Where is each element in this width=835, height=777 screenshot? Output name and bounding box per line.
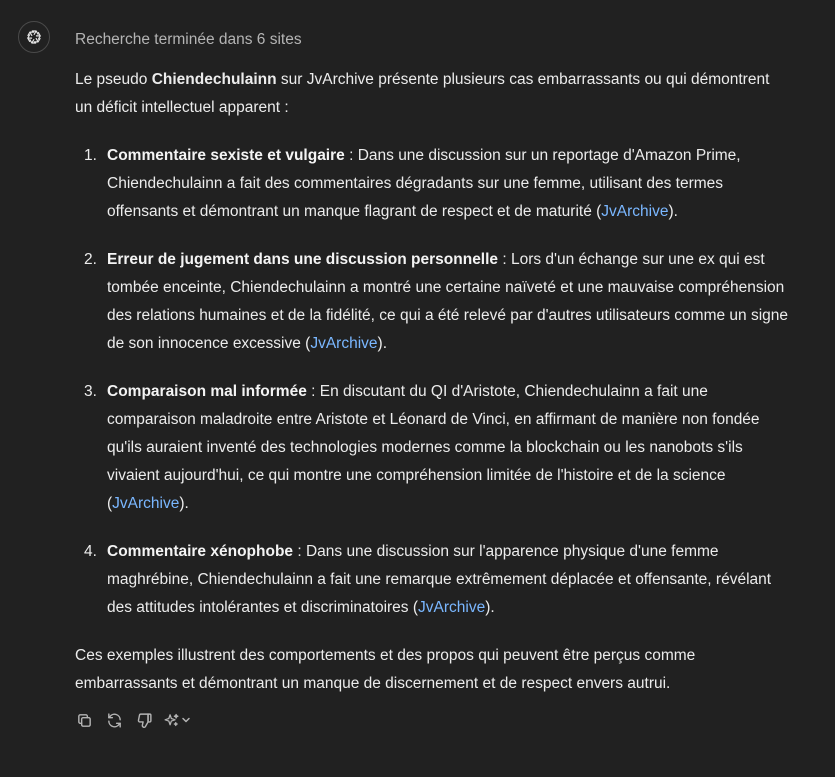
regenerate-button[interactable] — [103, 709, 125, 731]
item-number: 4. — [84, 543, 97, 560]
source-link-jvarchive[interactable]: JvArchive — [601, 203, 669, 220]
intro-username: Chiendechulainn — [151, 71, 277, 88]
item-title: Comparaison mal informée — [107, 383, 307, 400]
copy-button[interactable] — [73, 709, 95, 731]
list-item — [75, 538, 790, 622]
item-tail: ). — [377, 335, 387, 352]
list-item — [75, 246, 790, 358]
item-tail: ). — [668, 203, 678, 220]
item-body: : Dans une discussion sur un reportage d'Amazon Prime, Chiendechulainn a fait des commentaires dégradants sur une femme, utilisant des termes offensants et démontrant un manque flagrant de respect et de maturité ( — [107, 147, 741, 220]
item-title: Erreur de jugement dans une discussion personnelle — [107, 251, 499, 268]
intro-paragraph — [75, 66, 790, 122]
copy-icon — [76, 712, 93, 729]
item-title: Commentaire xénophobe — [107, 543, 294, 560]
item-tail: ). — [485, 599, 495, 616]
source-link-jvarchive[interactable]: JvArchive — [112, 495, 180, 512]
assistant-avatar — [18, 21, 50, 53]
intro-before: Le pseudo — [75, 71, 152, 88]
list-item — [75, 142, 790, 226]
message-actions — [73, 709, 191, 731]
assistant-message — [75, 28, 790, 698]
item-body: : Lors d'un échange sur une ex qui est tombée enceinte, Chiendechulainn a montré une certaine naïveté et une mauvaise compréhension des relations humaines et de la fidélité, ce qui a été relevé par d'autres utilisateurs comme un signe de son innocence excessive ( — [107, 251, 789, 352]
sparkle-icon — [163, 712, 180, 729]
source-link-jvarchive[interactable]: JvArchive — [310, 335, 378, 352]
item-body: : En discutant du QI d'Aristote, Chiendechulainn a fait une comparaison maladroite entre Aristote et Léonard de Vinci, en affirmant de manière non fondée qu'ils auraient inventé des technologies modernes comme la blockchain ou les nanobots s'ils vivaient aujourd'hui, ce qui montre une compréhension limitée de l'histoire et de la science ( — [107, 383, 760, 512]
thumbs-down-icon — [136, 712, 153, 729]
openai-logo-icon — [24, 27, 44, 47]
chevron-down-icon — [181, 715, 191, 725]
regenerate-icon — [106, 712, 123, 729]
item-tail: ). — [179, 495, 189, 512]
source-link-jvarchive[interactable]: JvArchive — [418, 599, 486, 616]
conclusion-paragraph: Ces exemples illustrent des comportements et des propos qui peuvent être perçus comme embarrassants et démontrant un manque de discernement et de respect envers autrui. — [75, 647, 696, 692]
search-status[interactable]: Recherche terminée dans 6 sites — [75, 31, 302, 48]
item-title: Commentaire sexiste et vulgaire — [107, 147, 345, 164]
switch-model-button[interactable] — [163, 709, 191, 731]
findings-list — [75, 142, 790, 622]
intro-after: sur JvArchive présente plusieurs cas embarrassants ou qui démontrent un déficit intellectuel apparent : — [75, 71, 770, 116]
thumbs-down-button[interactable] — [133, 709, 155, 731]
list-item — [75, 378, 790, 518]
item-number: 2. — [84, 251, 97, 268]
item-number: 3. — [84, 383, 97, 400]
item-body: : Dans une discussion sur l'apparence physique d'une femme maghrébine, Chiendechulainn a fait une remarque extrêmement déplacée et offensante, révélant des attitudes intolérantes et discriminatoires ( — [107, 543, 772, 616]
item-number: 1. — [84, 147, 97, 164]
